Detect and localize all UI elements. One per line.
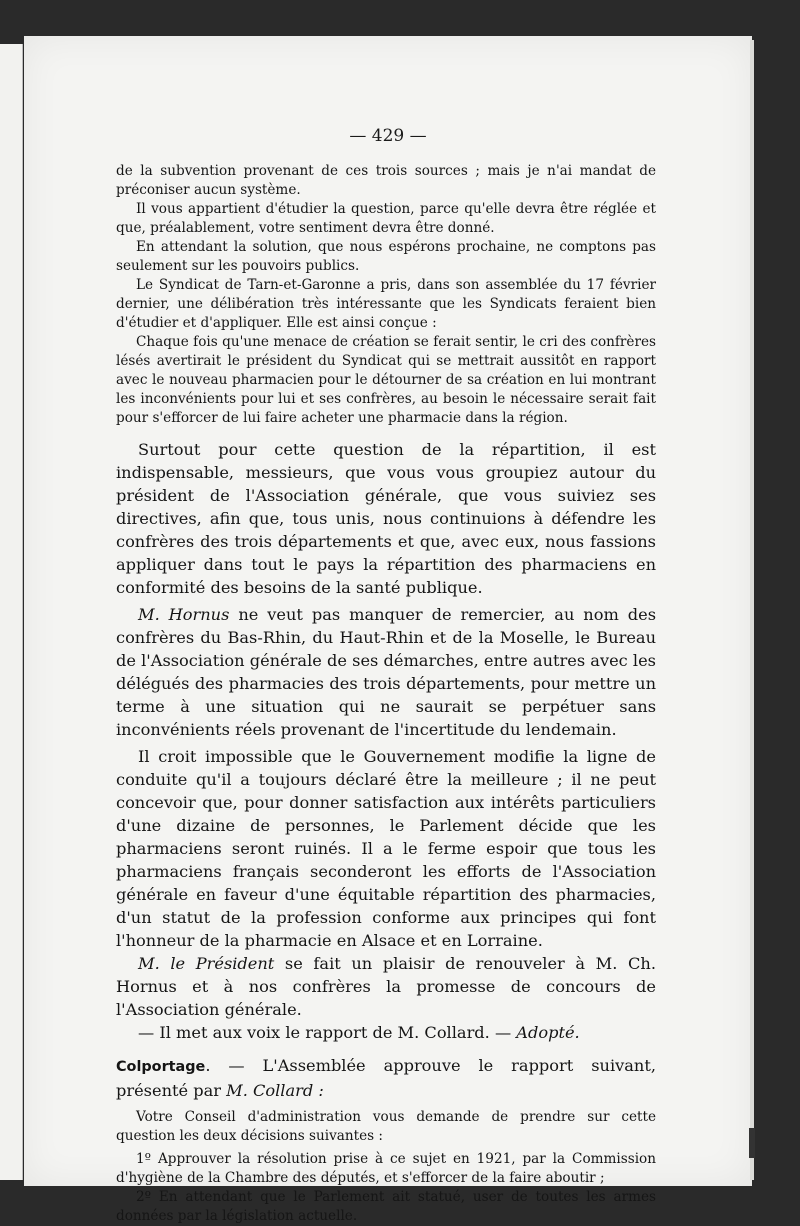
paragraph-surtout: Surtout pour cette question de la répartition, il est indispensable, messieurs, que vous vous groupiez autour du président de l'Association générale, que vous suiviez ses directives, afin que, tous unis, nous continuions à défendre les confrères des trois départements et que, avec eux, nous fassions appliquer dans tout le pays la répartition des pharmaciens en conformité des besoins de la santé publique. <box>116 440 656 597</box>
page-right-edge <box>750 40 754 1180</box>
paragraph-hornus <box>116 603 656 741</box>
president-text: se fait un plaisir de renouveler à M. Ch. Hornus et à nos confrères la promesse de concours de l'Association générale. <box>116 954 656 1019</box>
paragraph-attendant: En attendant la solution, que nous espérons prochaine, ne comptons pas seulement sur les pouvoirs publics. <box>116 239 656 274</box>
vote-result: Adopté. <box>516 1023 580 1042</box>
paragraph-syndicat: Le Syndicat de Tarn-et-Garonne a pris, dans son assemblée du 17 février dernier, une délibération très intéressante que les Syndicats feraient bien d'étudier et d'appliquer. Elle est ainsi conçue : <box>116 277 656 331</box>
paragraph-vote <box>116 1021 656 1044</box>
book-page <box>24 36 752 1224</box>
page-body <box>116 162 656 1226</box>
speaker-hornus: M. Hornus <box>138 605 230 624</box>
binding-mark <box>749 1128 755 1158</box>
paragraph-conseil: Votre Conseil d'administration vous demande de prendre sur cette question les deux décisions suivantes : <box>116 1109 656 1144</box>
paragraph-croit: Il croit impossible que le Gouvernement modifie la ligne de conduite qu'il a toujours déclaré être la meilleure ; il ne peut concevoir que, pour donner satisfaction aux intérêts particuliers d'une dizaine de personnes, le Parlement décide que les pharmaciens seront ruinés. Il a le ferme espoir que tous les pharmaciens français seconderont les efforts de l'Association générale en faveur d'une équitable répartition des pharmacies, d'un statut de la profession conforme aux principes qui font l'honneur de la pharmacie en Alsace et en Lorraine. <box>116 747 656 950</box>
adjacent-page-edge <box>0 44 23 1180</box>
paragraph-decision-1: 1º Approuver la résolution prise à ce sujet en 1921, par la Commission d'hygiène de la Chambre des députés, et s'efforcer de la faire aboutir ; <box>116 1151 656 1186</box>
page-number: — 429 — <box>349 126 427 146</box>
colportage-text: . — L'Assemblée approuve le rapport suivant, présenté par <box>116 1056 656 1100</box>
vote-text: — Il met aux voix le rapport de M. Collard. — <box>138 1023 517 1042</box>
paragraph-decision-2: 2º En attendant que le Parlement ait statué, user de toutes les armes données par la législation actuelle. <box>116 1189 656 1224</box>
colportage-author: M. Collard : <box>226 1081 324 1100</box>
paragraph-deliberation: Chaque fois qu'une menace de création se ferait sentir, le cri des confrères lésés avertirait le président du Syndicat qui se mettrait aussitôt en rapport avec le nouveau pharmacien pour le détourner de sa création en lui montrant les inconvénients pour lui et ses confrères, au besoin le nécessaire serait fait pour s'efforcer de lui faire acheter une pharmacie dans la région. <box>116 334 656 426</box>
speaker-president: M. le Président <box>138 954 275 973</box>
paragraph-subvention: de la subvention provenant de ces trois sources ; mais je n'ai mandat de préconiser aucun système. <box>116 163 656 198</box>
paragraph-colportage <box>116 1054 656 1102</box>
hornus-text: ne veut pas manquer de remercier, au nom des confrères du Bas-Rhin, du Haut-Rhin et de la Moselle, le Bureau de l'Association générale de ses démarches, entre autres avec les délégués des pharmacies des trois départements, pour mettre un terme à une situation qui ne saurait se perpétuer sans inconvénients réels provenant de l'incertitude du lendemain. <box>116 605 657 739</box>
paragraph-president <box>116 952 656 1021</box>
paragraph-etudier: Il vous appartient d'étudier la question, parce qu'elle devra être réglée et que, préalablement, votre sentiment devra être donné. <box>116 201 656 236</box>
heading-colportage: Colportage <box>116 1059 206 1075</box>
